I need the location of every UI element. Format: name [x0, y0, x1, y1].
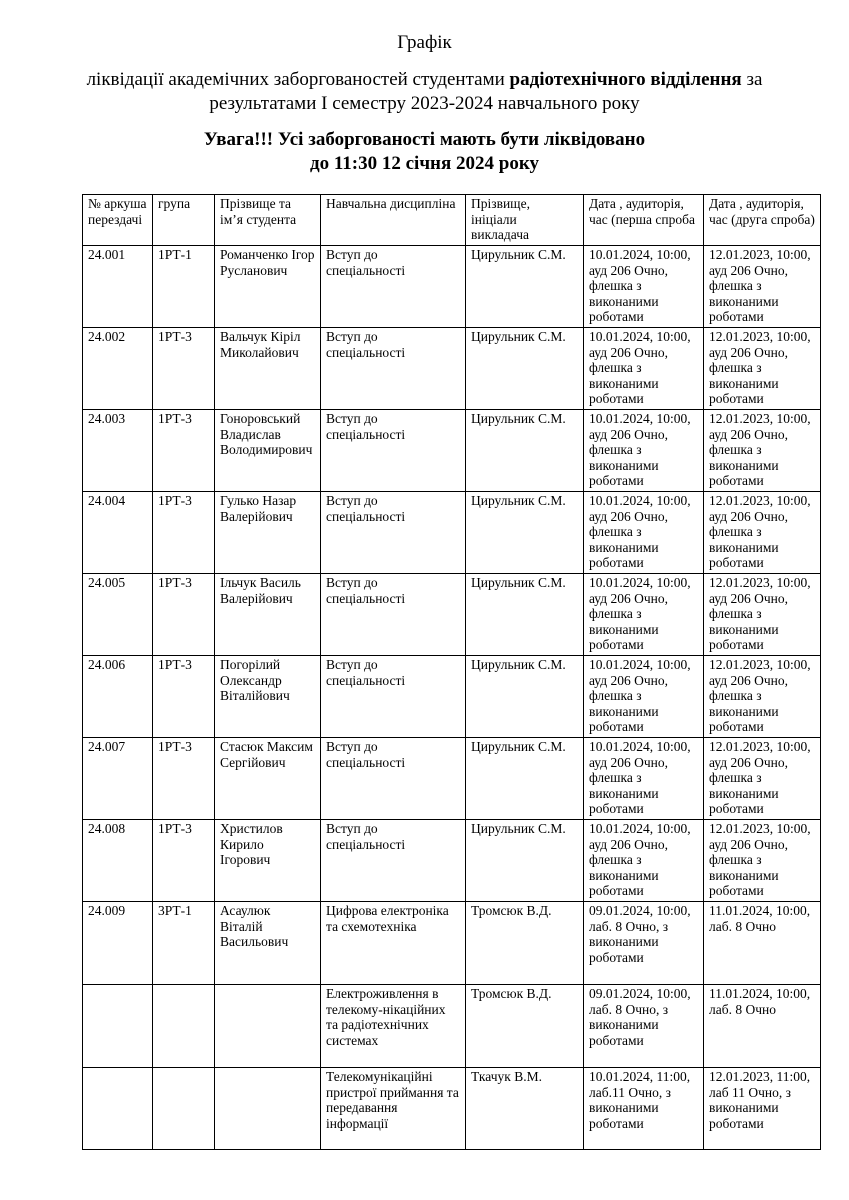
cell-sheet-number: 24.009 — [83, 902, 153, 985]
cell-subject: Телекомунікаційні пристрої приймання та передавання інформації — [321, 1068, 466, 1150]
cell-second-attempt: 11.01.2024, 10:00, лаб. 8 Очно — [704, 902, 821, 985]
cell-second-attempt: 11.01.2024, 10:00, лаб. 8 Очно — [704, 985, 821, 1068]
cell-first-attempt: 10.01.2024, 10:00, ауд 206 Очно, флешка з виконаними роботами — [584, 656, 704, 738]
cell-group: 1РТ-1 — [153, 246, 215, 328]
cell-teacher: Цирульник С.М. — [466, 738, 584, 820]
cell-sheet-number: 24.003 — [83, 410, 153, 492]
cell-subject: Вступ до спеціальності — [321, 820, 466, 902]
table-row — [83, 574, 821, 656]
cell-second-attempt: 12.01.2023, 10:00, ауд 206 Очно, флешка з виконаними роботами — [704, 328, 821, 410]
header-teacher: Прізвище, ініціали викладача — [466, 195, 584, 246]
deadline-warning — [60, 128, 789, 176]
cell-first-attempt: 10.01.2024, 10:00, ауд 206 Очно, флешка з виконаними роботами — [584, 328, 704, 410]
cell-first-attempt: 10.01.2024, 11:00, лаб.11 Очно, з виконаними роботами — [584, 1068, 704, 1150]
cell-teacher: Цирульник С.М. — [466, 656, 584, 738]
table-row — [83, 656, 821, 738]
cell-sheet-number: 24.002 — [83, 328, 153, 410]
page-subtitle — [60, 68, 789, 116]
table-row — [83, 738, 821, 820]
cell-student: Гоноровський Владислав Володимирович — [215, 410, 321, 492]
cell-teacher: Цирульник С.М. — [466, 410, 584, 492]
cell-group: 1РТ-3 — [153, 492, 215, 574]
page-title: Графік — [397, 32, 452, 53]
cell-teacher: Цирульник С.М. — [466, 492, 584, 574]
cell-second-attempt: 12.01.2023, 11:00, лаб 11 Очно, з виконаними роботами — [704, 1068, 821, 1150]
cell-group: 1РТ-3 — [153, 328, 215, 410]
cell-subject: Вступ до спеціальності — [321, 738, 466, 820]
cell-subject: Цифрова електроніка та схемотехніка — [321, 902, 466, 985]
cell-first-attempt: 10.01.2024, 10:00, ауд 206 Очно, флешка з виконаними роботами — [584, 246, 704, 328]
cell-teacher: Цирульник С.М. — [466, 246, 584, 328]
cell-sheet-number — [83, 985, 153, 1068]
table-row — [83, 246, 821, 328]
subtitle-text-end: за результатами І семестру 2023-2024 навчального року — [209, 69, 763, 114]
cell-first-attempt: 09.01.2024, 10:00, лаб. 8 Очно, з виконаними роботами — [584, 902, 704, 985]
table-row — [83, 328, 821, 410]
cell-student — [215, 985, 321, 1068]
cell-student — [215, 1068, 321, 1150]
header-second-attempt: Дата , аудиторія, час (друга спроба) — [704, 195, 821, 246]
table-header-row — [83, 195, 821, 246]
cell-student: Гулько Назар Валерійович — [215, 492, 321, 574]
cell-group — [153, 985, 215, 1068]
cell-subject: Вступ до спеціальності — [321, 328, 466, 410]
table-row — [83, 492, 821, 574]
warning-line-1: Увага!!! Усі заборгованості мають бути ліквідовано — [203, 129, 646, 150]
cell-second-attempt: 12.01.2023, 10:00, ауд 206 Очно, флешка з виконаними роботами — [704, 738, 821, 820]
table-row — [83, 985, 821, 1068]
cell-teacher: Ткачук В.М. — [466, 1068, 584, 1150]
table-row — [83, 410, 821, 492]
header-group: група — [153, 195, 215, 246]
cell-group: 1РТ-3 — [153, 574, 215, 656]
cell-teacher: Цирульник С.М. — [466, 820, 584, 902]
header-student: Прізвище та ім’я студента — [215, 195, 321, 246]
cell-second-attempt: 12.01.2023, 10:00, ауд 206 Очно, флешка з виконаними роботами — [704, 656, 821, 738]
cell-teacher: Тромсюк В.Д. — [466, 985, 584, 1068]
cell-subject: Вступ до спеціальності — [321, 492, 466, 574]
cell-group: 1РТ-3 — [153, 656, 215, 738]
cell-student: Романченко Ігор Русланович — [215, 246, 321, 328]
cell-sheet-number: 24.001 — [83, 246, 153, 328]
header-subject: Навчальна дисципліна — [321, 195, 466, 246]
subtitle-department: радіотехнічного відділення — [509, 69, 742, 90]
cell-group: 1РТ-3 — [153, 820, 215, 902]
cell-student: Христилов Кирило Ігорович — [215, 820, 321, 902]
cell-student: Стасюк Максим Сергійович — [215, 738, 321, 820]
cell-second-attempt: 12.01.2023, 10:00, ауд 206 Очно, флешка з виконаними роботами — [704, 246, 821, 328]
cell-teacher: Цирульник С.М. — [466, 574, 584, 656]
cell-first-attempt: 10.01.2024, 10:00, ауд 206 Очно, флешка з виконаними роботами — [584, 738, 704, 820]
table-row — [83, 820, 821, 902]
cell-second-attempt: 12.01.2023, 10:00, ауд 206 Очно, флешка з виконаними роботами — [704, 574, 821, 656]
cell-first-attempt: 10.01.2024, 10:00, ауд 206 Очно, флешка з виконаними роботами — [584, 820, 704, 902]
cell-second-attempt: 12.01.2023, 10:00, ауд 206 Очно, флешка з виконаними роботами — [704, 820, 821, 902]
cell-first-attempt: 10.01.2024, 10:00, ауд 206 Очно, флешка з виконаними роботами — [584, 410, 704, 492]
table-row — [83, 1068, 821, 1150]
warning-line-2: до 11:30 12 січня 2024 року — [309, 153, 540, 174]
cell-group — [153, 1068, 215, 1150]
cell-subject: Вступ до спеціальності — [321, 656, 466, 738]
cell-first-attempt: 09.01.2024, 10:00, лаб. 8 Очно, з виконаними роботами — [584, 985, 704, 1068]
cell-student: Вальчук Кіріл Миколайович — [215, 328, 321, 410]
table-row — [83, 902, 821, 985]
header-sheet-number: № аркуша перездачі — [83, 195, 153, 246]
cell-student: Погорілий Олександр Віталійович — [215, 656, 321, 738]
cell-subject: Вступ до спеціальності — [321, 410, 466, 492]
cell-second-attempt: 12.01.2023, 10:00, ауд 206 Очно, флешка з виконаними роботами — [704, 492, 821, 574]
cell-sheet-number: 24.006 — [83, 656, 153, 738]
cell-second-attempt: 12.01.2023, 10:00, ауд 206 Очно, флешка з виконаними роботами — [704, 410, 821, 492]
cell-sheet-number — [83, 1068, 153, 1150]
cell-sheet-number: 24.008 — [83, 820, 153, 902]
cell-student: Ільчук Василь Валерійович — [215, 574, 321, 656]
cell-first-attempt: 10.01.2024, 10:00, ауд 206 Очно, флешка з виконаними роботами — [584, 574, 704, 656]
cell-subject: Вступ до спеціальності — [321, 574, 466, 656]
cell-first-attempt: 10.01.2024, 10:00, ауд 206 Очно, флешка з виконаними роботами — [584, 492, 704, 574]
cell-student: Асаулюк Віталій Васильович — [215, 902, 321, 985]
cell-teacher: Тромсюк В.Д. — [466, 902, 584, 985]
cell-sheet-number: 24.004 — [83, 492, 153, 574]
cell-group: 3РТ-1 — [153, 902, 215, 985]
cell-group: 1РТ-3 — [153, 738, 215, 820]
cell-subject: Електроживлення в телекому-нікаційних та радіотехнічних системах — [321, 985, 466, 1068]
cell-teacher: Цирульник С.М. — [466, 328, 584, 410]
cell-sheet-number: 24.005 — [83, 574, 153, 656]
subtitle-text: ліквідації академічних заборгованостей студентами — [86, 69, 510, 90]
cell-subject: Вступ до спеціальності — [321, 246, 466, 328]
cell-group: 1РТ-3 — [153, 410, 215, 492]
debts-schedule-table — [82, 194, 821, 1150]
cell-sheet-number: 24.007 — [83, 738, 153, 820]
header-first-attempt: Дата , аудиторія, час (перша спроба — [584, 195, 704, 246]
